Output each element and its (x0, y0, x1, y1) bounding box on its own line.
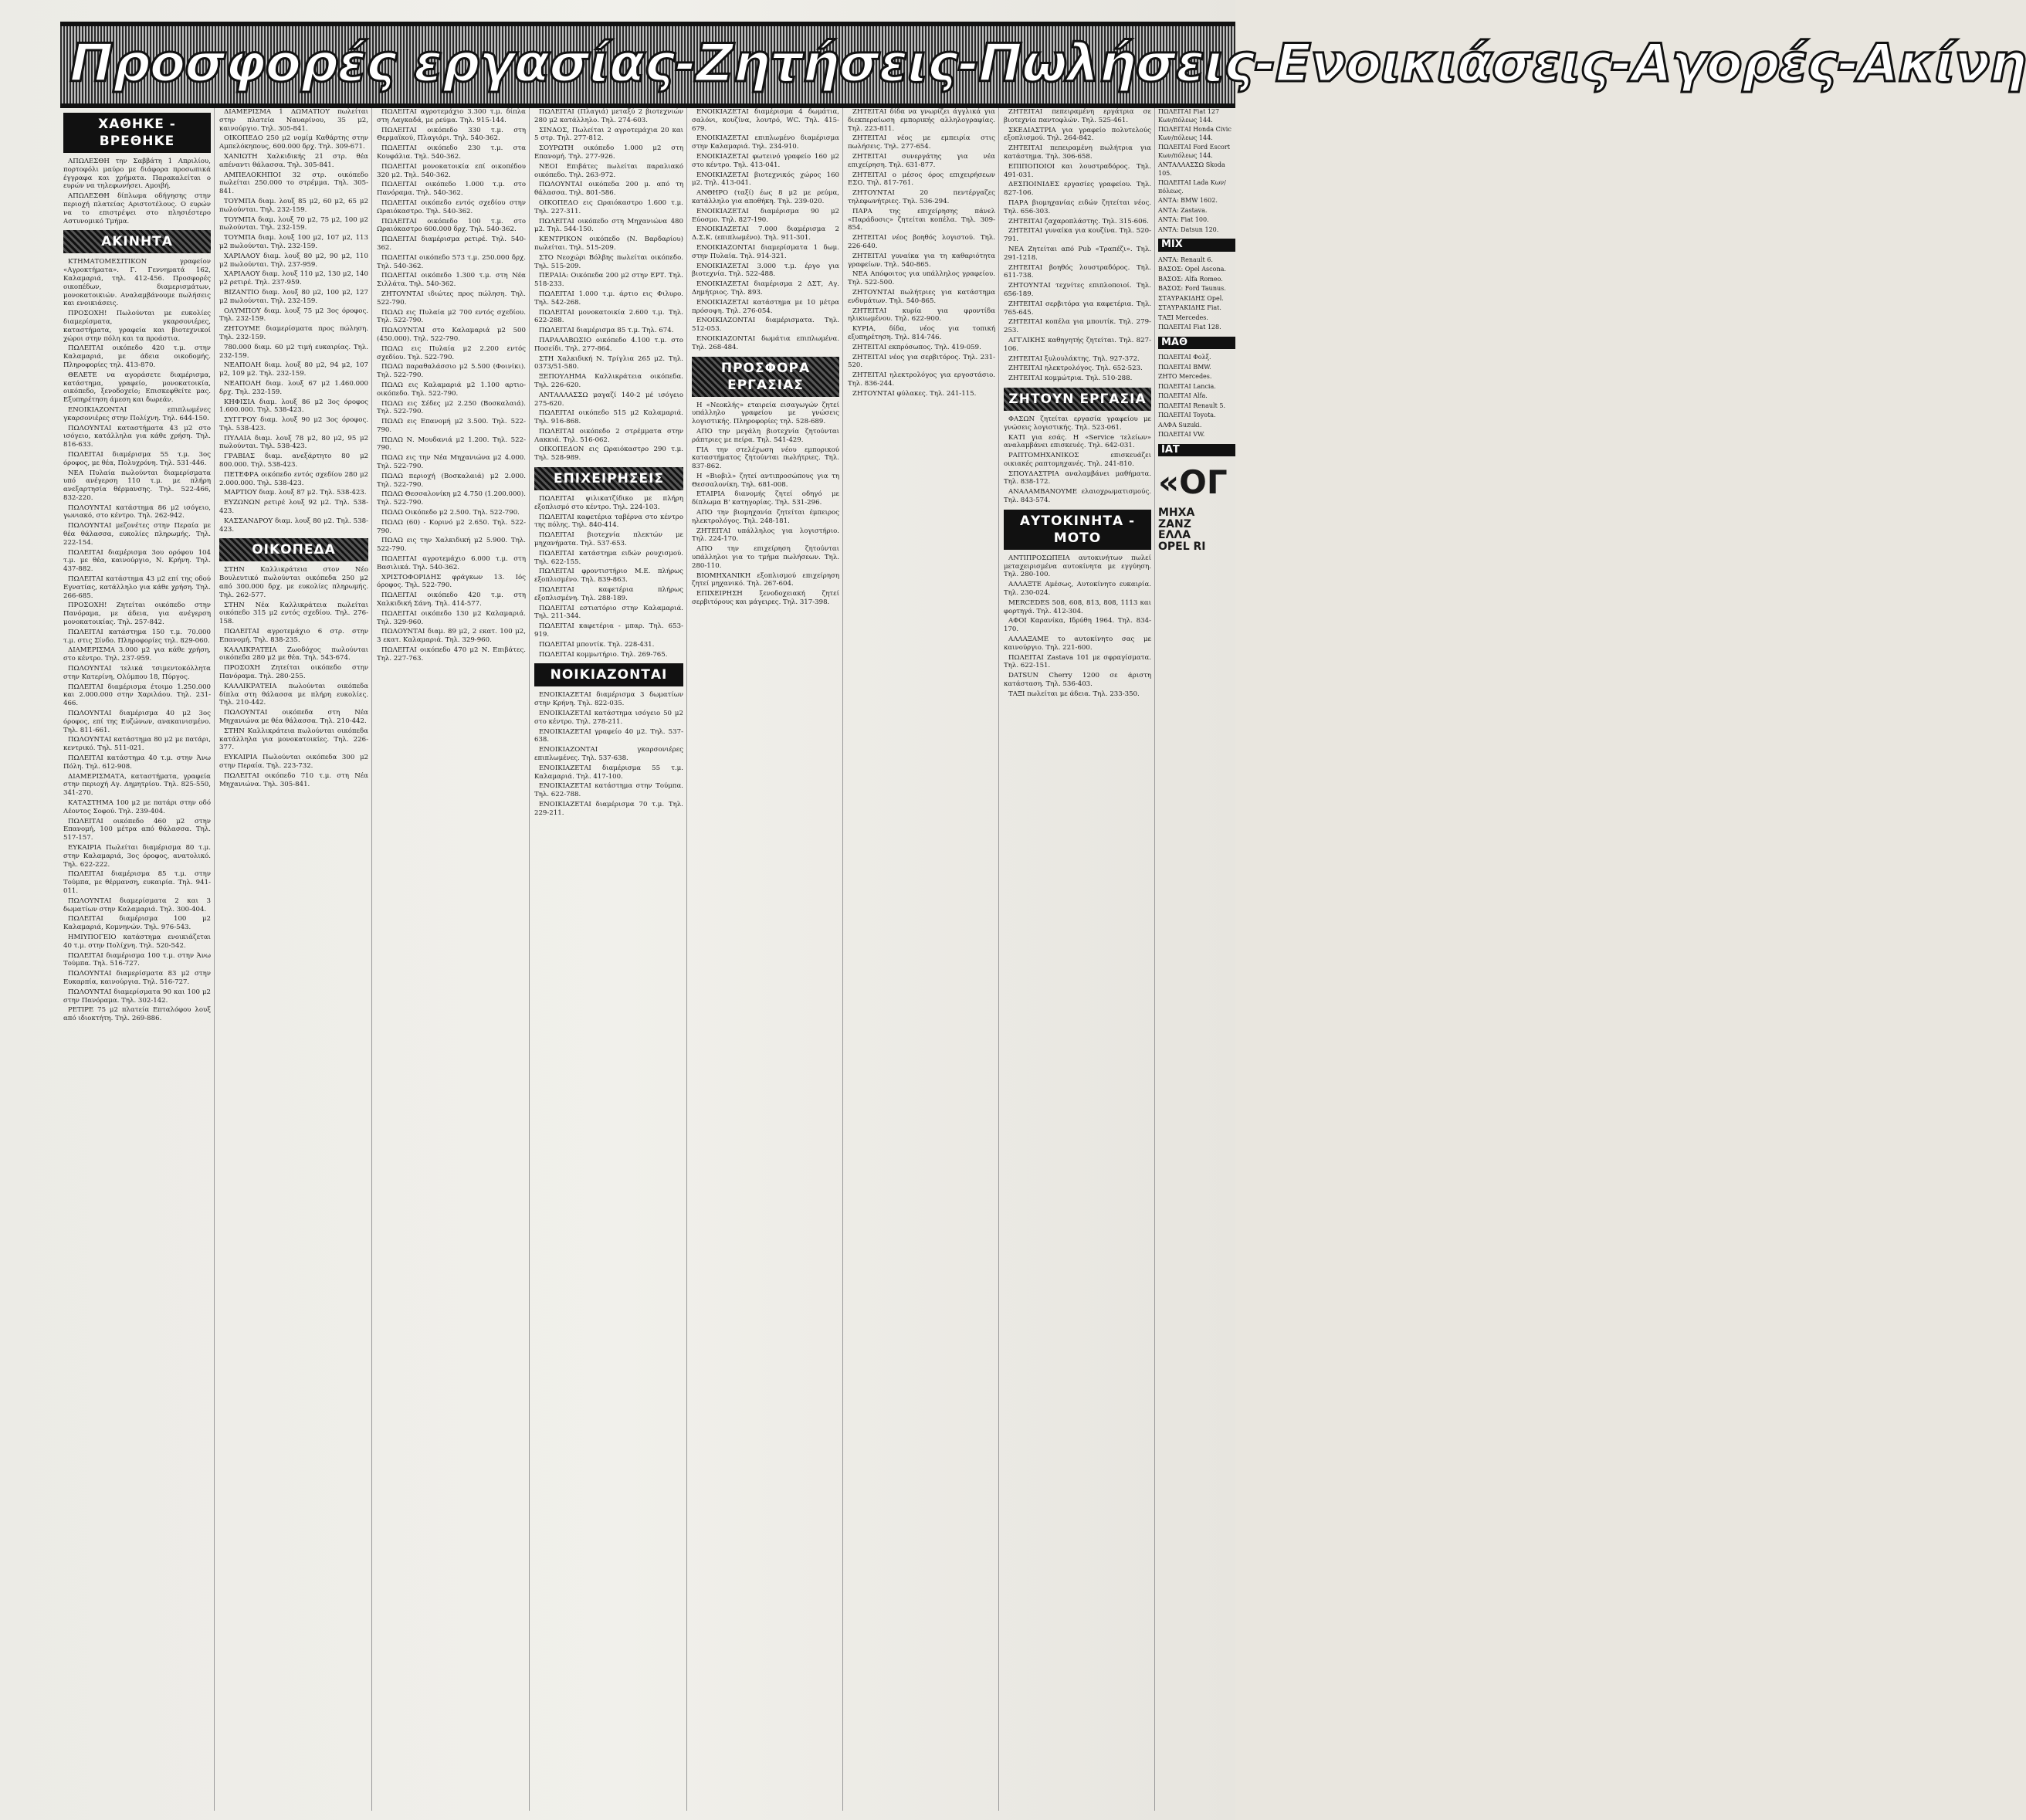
classified-ad: ΠΩΛΕΙΤΑΙ καφετέρια - μπαρ. Τηλ. 653-919. (534, 622, 683, 639)
classified-ad: ΟΙΚΟΠΕΔΟ εις Ωραιόκαστρο 1.600 τ.μ. Τηλ. 227-311. (534, 198, 683, 215)
classified-ad: ΠΩΛΩ εις Σέδες μ2 2.250 (Βοσκαλαιά). Τηλ. 522-790. (377, 399, 526, 416)
classified-ad: ΕΠΙΠΟΠΟΙΟΙ και λουστραδόρος. Τηλ. 491-031. (1004, 162, 1151, 179)
classified-ad: ΑΝΤΑ: Zastava. (1158, 206, 1208, 214)
classified-ad: ΑΦΟΙ Καρανίκα, Ιδρύθη 1964. Τηλ. 834-170. (1004, 617, 1151, 634)
classified-ad: ΕΠΙΧΕΙΡΗΣΗ ξενοδοχειακή ζητεί σερβιτόρους και μάγειρες. Τηλ. 317-398. (692, 590, 839, 607)
classified-ad: ΕΥΚΑΙΡΙΑ Πωλούνται οικόπεδα 300 μ2 στην Περαία. Τηλ. 223-732. (219, 754, 368, 770)
classified-ad: ΖΗΤΕΙΤΑΙ νέος για σερβιτόρος. Τηλ. 231-520. (848, 353, 995, 370)
classified-ad: ΖΗΤΕΙΤΑΙ συνεργάτης για νέα επιχείρηση. Τηλ. 631-877. (848, 152, 995, 169)
ad-column-4 (534, 108, 687, 1811)
classified-ad: ΠΩΛΕΙΤΑΙ οικόπεδο 230 τ.μ. στα Κουφάλια. Τηλ. 540-362. (377, 144, 526, 161)
classified-ad: ΣΥΓΓΡΟΥ διαμ. λουξ 90 μ2 3ος όροφος. Τηλ. 538-423. (219, 416, 368, 432)
classified-ad: ΠΩΛΕΙΤΑΙ μονοκατοικία 2.600 τ.μ. Τηλ. 622-288. (534, 308, 683, 325)
classified-ad: ΜΑΡΤΙΟΥ διαμ. λουξ 87 μ2. Τηλ. 538-423. (224, 489, 367, 497)
classified-ad: ΚΑΛΛΙΚΡΑΤΕΙΑ πωλούνται οικόπεδα δίπλα στη θάλασσα με πλήρη ευκολίες. Τηλ. 210-442. (219, 682, 368, 707)
classified-ad: ΠΩΛΩ εις την Χαλκιδική μ2 5.900. Τηλ. 522-790. (377, 537, 526, 554)
classified-ad: ΖΗΤΕΙΤΑΙ ηλεκτρολόγος για εργοστάσιο. Τηλ. 836-244. (848, 371, 995, 388)
classified-ad: ΤΟΥΜΠΑ διαμ. λουξ 85 μ2, 60 μ2, 65 μ2 πωλούνται. Τηλ. 232-159. (219, 197, 368, 214)
classified-ad: ΖΗΤΕΙΤΑΙ νέος με εμπειρία στις πωλήσεις. Τηλ. 277-654. (848, 134, 995, 151)
display-ad-text: OPEL RI (1158, 540, 1206, 553)
display-ad-text: ΜΗΧΑ (1158, 507, 1195, 519)
classified-ad: ΖΗΤΕΙΤΑΙ ο μέσος όρος επιχειρήσεων ΕΣΟ. Τηλ. 817-761. (848, 171, 995, 188)
ad-column-3 (377, 108, 530, 1811)
classified-ad: ΠΩΛΕΙΤΑΙ Φολξ. (1158, 354, 1211, 361)
classified-ad: ΠΩΛΕΙΤΑΙ οικόπεδο 573 τ.μ. 250.000 δρχ. Τηλ. 540-362. (377, 253, 526, 270)
classified-ad: ΠΩΛΩ παραθαλάσσιο μ2 5.500 (Φοινίκι). Τηλ. 522-790. (377, 363, 526, 380)
classified-ad: ΒΑΣΟΣ: Ford Taunus. (1158, 285, 1226, 292)
classified-ad: ΠΩΛΩ Ν. Μουδανιά μ2 1.200. Τηλ. 522-790. (377, 436, 526, 452)
classified-ad: ΕΝΟΙΚΙΑΖΟΝΤΑΙ δωμάτια επιπλωμένα. Τηλ. 268-484. (692, 334, 839, 351)
classified-ad: ΠΩΛΩ περιοχή (Βοσκαλαιά) μ2 2.000. Τηλ. 522-790. (377, 472, 526, 489)
classified-ad: ΕΝΟΙΚΙΑΖΕΤΑΙ κατάστημα στην Τούμπα. Τηλ. 622-788. (534, 782, 683, 799)
classified-ad: ΠΩΛΕΙΤΑΙ διαμέρισμα 3ου ορόφου 104 τ.μ. με θέα, καινούργιο, Ν. Κρήνη. Τηλ. 437-882. (63, 548, 211, 574)
classified-ad: ΠΡΟΣΟΧΗ! Πωλούνται με ευκολίες διαμερίσματα, γκαρσονιέρες, καταστήματα, γραφεία και βιοτεχνικοί χώροι στην πόλη και τα προάστια. (63, 310, 211, 343)
classified-ad: ΠΩΛΕΙΤΑΙ (Πλαγιά) μεταξύ 2 βιοτεχνιών 280 μ2 κατάλληλο. Τηλ. 274-603. (534, 108, 683, 124)
classified-ad: ΠΩΛΕΙΤΑΙ Fiat 127 Κων/πόλεως 144. (1158, 108, 1220, 124)
classified-ad: ΠΩΛΩ εις Πυλαία μ2 700 εντός σχεδίου. Τηλ. 522-790. (377, 308, 526, 325)
classified-ad: ΑΠΟ την βιομηχανία ζητείται έμπειρος ηλεκτρολόγος. Τηλ. 248-181. (692, 509, 839, 525)
ad-column-2 (219, 108, 372, 1811)
classified-ad: ΤΑΞΙ πωλείται με άδεια. Τηλ. 233-350. (1008, 690, 1140, 698)
classified-ad: ΠΥΛΑΙΑ διαμ. λουξ 78 μ2, 80 μ2, 95 μ2 πωλούνται. Τηλ. 538-423. (219, 434, 368, 451)
classified-ad: ΠΩΛΕΙΤΑΙ κατάστημα 150 τ.μ. 70.000 τ.μ. στις Σίνδο. Πληροφορίες τηλ. 829-060. (63, 628, 211, 645)
classified-ad: ΧΑΝΙΩΤΗ Χαλκιδικής 21 στρ. θέα απέναντι θάλασσα. Τηλ. 305-841. (219, 152, 368, 169)
classified-ad: ΠΩΛΕΙΤΑΙ οικόπεδο 2 στρέμματα στην Λακκιά. Τηλ. 516-062. (534, 427, 683, 444)
classified-ad: ΚΗΦΙΣΙΑ διαμ. λουξ 86 μ2 3ος όροφος 1.600.000. Τηλ. 538-423. (219, 398, 368, 415)
classified-ad: MERCEDES 508, 608, 813, 808, 1113 και φορτηγά. Τηλ. 412-304. (1004, 598, 1151, 615)
classified-ad: ΚΑΛΛΙΚΡΑΤΕΙΑ Ζωοδόχος πωλούνται οικόπεδα 280 μ2 με θέα. Τηλ. 543-674. (219, 646, 368, 663)
classified-ad: ΠΩΛΟΥΝΤΑΙ οικόπεδα 200 μ. από τη θάλασσα. Τηλ. 801-586. (534, 181, 683, 198)
classified-ad: ΣΤΗΝ Καλλικράτεια στον Νέο Βουλευτικό πωλούνται οικόπεδα 250 μ2 από 300.000 δρχ. με ευκολίες πληρωμής. Τηλ. 262-577. (219, 566, 368, 599)
classified-ad: ΠΩΛΕΙΤΑΙ κατάστημα 43 μ2 επί της οδού Εγνατίας, κατάλληλο για κάθε χρήση. Τηλ. 266-685. (63, 575, 211, 600)
classified-ad: ΠΩΛΕΙΤΑΙ διαμέρισμα 85 τ.μ. στην Τούμπα, με θέρμανση, ευκαιρία. Τηλ. 941-011. (63, 870, 211, 895)
classified-ad: ΠΩΛΕΙΤΑΙ οικόπεδο 420 τ.μ. στη Χαλκιδική Σάνη. Τηλ. 414-577. (377, 591, 526, 608)
classified-ad: ΧΑΡΙΛΑΟΥ διαμ. λουξ 110 μ2, 130 μ2, 140 μ2 ρετιρέ. Τηλ. 237-959. (219, 270, 368, 287)
classified-ad: ΖΗΤΕΙΤΑΙ ζαχαροπλάστης. Τηλ. 315-606. (1008, 217, 1149, 225)
masthead-banner (60, 22, 2026, 108)
classified-ad: ΠΩΛΕΙΤΑΙ αγροτεμάχιο 3.300 τ.μ. δίπλα στη Λαγκαδά, με ρεύμα. Τηλ. 915-144. (377, 108, 526, 124)
classified-ad: ΠΩΛΟΥΝΤΑΙ διαμ. 89 μ2, 2 εκατ. 100 μ2, 3 εκατ. Καλαμαριά. Τηλ. 329-960. (377, 628, 526, 645)
section-heading: ΑΚΙΝΗΤΑ (63, 230, 211, 253)
classified-ad: ΖΗΤΕΙΤΑΙ νέος βοηθός λογιστού. Τηλ. 226-640. (848, 234, 995, 250)
classified-ad: ΣΚΕΔΙΑΣΤΡΙΑ για γραφείο πολυτελούς εξοπλισμού. Τηλ. 264-842. (1004, 126, 1151, 143)
classified-ad: ΔΙΑΜΕΡΙΣΜΑΤΑ, καταστήματα, γραφεία στην περιοχή Αγ. Δημητρίου. Τηλ. 825-550, 341-270. (63, 772, 211, 798)
classified-ad: ΤΟΥΜΠΑ διαμ. λουξ 100 μ2, 107 μ2, 113 μ2 πωλούνται. Τηλ. 232-159. (219, 234, 368, 250)
classified-ad: ΣΟΥΡΩΤΗ οικόπεδο 1.000 μ2 στη Επανομή. Τηλ. 277-926. (534, 144, 683, 161)
classified-ad: ΠΩΛΕΙΤΑΙ αγροτεμάχιο 6.000 τ.μ. στη Βασιλικά. Τηλ. 540-362. (377, 555, 526, 571)
classified-ad: ΠΩΛΕΙΤΑΙ μπουτίκ. Τηλ. 228-431. (539, 640, 655, 649)
classified-ad: ΝΕΑ Απόφοιτος για υπάλληλος γραφείου. Τηλ. 522-500. (848, 270, 995, 287)
classified-ad: ΠΕΡΑΙΑ: Οικόπεδα 200 μ2 στην ΕΡΤ. Τηλ. 518-233. (534, 272, 683, 289)
classified-ad: ΣΙΝΔΟΣ, Πωλείται 2 αγροτεμάχια 20 και 5 στρ. Τηλ. 277-812. (534, 126, 683, 143)
classified-ad: ΑΝΑΛΑΜΒΑΝΟΥΜΕ ελαιοχρωματισμούς. Τηλ. 843-574. (1004, 488, 1151, 505)
classified-ad: ΡΑΠΤΟΜΗΧΑΝΙΚΟΣ επισκευάζει οικιακές ραπτομηχανές. Τηλ. 241-810. (1004, 452, 1151, 468)
classified-ad: ΠΩΛΕΙΤΑΙ οικόπεδο 1.000 τ.μ. στο Πανόραμα. Τηλ. 540-362. (377, 181, 526, 198)
classified-ad: ΠΩΛΕΙΤΑΙ εστιατόριο στην Καλαμαριά. Τηλ. 211-344. (534, 604, 683, 621)
classified-ad: 780.000 διαμ. 60 μ2 τιμή ευκαιρίας. Τηλ. 232-159. (219, 343, 368, 360)
classified-ad: ΠΩΛΟΥΝΤΑΙ κατάστημα 86 μ2 ισόγειο, γωνιακό, στο κέντρο. Τηλ. 262-942. (63, 503, 211, 520)
classified-ad: ΠΩΛΕΙΤΑΙ Fiat 128. (1158, 324, 1221, 330)
classified-ad: ΑΝΤΙΠΡΟΣΩΠΕΙΑ αυτοκινήτων πωλεί μεταχειρισμένα αυτοκίνητα με εγγύηση. Τηλ. 280-100. (1004, 554, 1151, 579)
classified-ad: ΚΕΝΤΡΙΚΟΝ οικόπεδο (Ν. Βαρδαρίου) πωλείται. Τηλ. 515-209. (534, 236, 683, 252)
classified-ad: Η «Βιοβιλ» ζητεί αντιπροσώπους για τη Θεσσαλονίκη. Τηλ. 681-008. (692, 472, 839, 489)
classified-ad: ΠΩΛΕΙΤΑΙ Toyota. (1158, 412, 1216, 419)
ad-column-6 (848, 108, 999, 1811)
classified-ad: ΖΗΤΟ Mercedes. (1158, 373, 1212, 380)
classified-ad: ΠΩΛΟΥΝΤΑΙ κατάστημα 80 μ2 με πατάρι, κεντρικό. Τηλ. 511-021. (63, 736, 211, 753)
classified-ad: ΠΩΛΕΙΤΑΙ Zastava 101 με σφραγίσματα. Τηλ. 622-151. (1004, 653, 1151, 670)
classified-ad: ΚΑΣΣΑΝΔΡΟΥ διαμ. λουξ 80 μ2. Τηλ. 538-423. (219, 517, 368, 534)
classified-ad: ΠΩΛΟΥΝΤΑΙ διαμέρισμα 40 μ2 3ος όροφος, επί της Ευζώνων, ανακαινισμένο. Τηλ. 811-661. (63, 710, 211, 734)
classified-ad: ΑΝΤΑ: Fiat 100. (1158, 216, 1209, 223)
section-heading: ΧΑΘΗΚΕ - ΒΡΕΘΗΚΕ (63, 113, 211, 153)
classified-ad: ΑΠΟ την επιχείρηση ζητούνται υπάλληλοι για το τμήμα πωλήσεων. Τηλ. 280-110. (692, 545, 839, 570)
classified-ad: ΠΩΛΕΙΤΑΙ διαμέρισμα 100 τ.μ. στην Άνω Τούμπα. Τηλ. 516-727. (63, 951, 211, 968)
classified-ad: ΕΝΟΙΚΙΑΖΟΝΤΑΙ επιπλωμένες γκαρσονιέρες στην Πολίχνη. Τηλ. 644-150. (63, 405, 211, 422)
classified-ad: ΣΤΑΥΡΑΚΙΔΗΣ Fiat. (1158, 304, 1221, 311)
classified-ad: ΠΩΛΩ Θεσσαλονίκη μ2 4.750 (1.200.000). Τηλ. 522-790. (377, 490, 526, 507)
classified-ad: ΠΩΛΕΙΤΑΙ Lada Κων/πόλεως. (1158, 179, 1226, 195)
section-heading: ΟΙΚΟΠΕΔΑ (219, 538, 368, 561)
classified-ad: ΕΥΖΩΝΩΝ ρετιρέ λουξ 92 μ2. Τηλ. 538-423. (219, 499, 368, 516)
classified-ad: ΠΩΛΟΥΝΤΑΙ τελικά τσιμεντοκόλλητα στην Κατερίνη, Ολύμπου 18, Πύργος. (63, 665, 211, 681)
classified-ad: ΖΗΤΟΥΝΤΑΙ φύλακες. Τηλ. 241-115. (852, 389, 977, 398)
classified-ad: ΕΝΟΙΚΙΑΖΕΤΑΙ διαμέρισμα 70 τ.μ. Τηλ. 229-211. (534, 800, 683, 817)
classified-ad: ΖΗΤΕΙΤΑΙ πεπειραμένη πωλήτρια για κατάστημα. Τηλ. 306-658. (1004, 144, 1151, 161)
masthead-title: Προσφορές εργασίας-Ζητήσεις-Πωλήσεις-Ενοικιάσεις-Αγορές-Ακίνη (69, 33, 2026, 94)
classified-ad: ΠΩΛΟΥΝΤΑΙ διαμερίσματα 2 και 3 δωματίων στην Καλαμαριά. Τηλ. 300-404. (63, 896, 211, 913)
classified-ad: ΖΗΤΕΙΤΑΙ βοηθός λουστραδόρος. Τηλ. 611-738. (1004, 263, 1151, 280)
classified-ad: ΠΩΛΕΙΤΑΙ καφετέρια ταβέρνα στο κέντρο της πόλης. Τηλ. 840-414. (534, 513, 683, 530)
classified-ad: ΟΙΚΟΠΕΔΟ 250 μ2 νομίμ Καθάρτης στην Αμπελόκηπους, 600.000 δρχ. Τηλ. 309-671. (219, 134, 368, 151)
classified-ad: ΠΩΛΕΙΤΑΙ Lancia. (1158, 382, 1216, 390)
classified-ad: ΝΕΑΠΟΛΗ διαμ. λουξ 67 μ2 1.460.000 δρχ. Τηλ. 232-159. (219, 379, 368, 396)
display-ad-text: ZANZ (1158, 517, 1191, 530)
classified-ad: ΔΙΑΜΕΡΙΣΜΑ 1 ΔΩΜΑΤΙΟΥ πωλείται στην πλατεία Ναυαρίνου, 35 μ2, καινούργιο. Τηλ. 305-841. (219, 108, 368, 133)
classified-ad: ΝΕΑΠΟΛΗ διαμ. λουξ 80 μ2, 94 μ2, 107 μ2, 109 μ2. Τηλ. 232-159. (219, 361, 368, 378)
classified-ad: ΝΕΟΙ Επιβάτες πωλείται παραλιακό οικόπεδο. Τηλ. 263-972. (534, 162, 683, 179)
classified-ad: ΠΩΛΕΙΤΑΙ οικόπεδο 710 τ.μ. στη Νέα Μηχανιώνα. Τηλ. 305-841. (219, 771, 368, 788)
classified-ad: ΠΩΛΕΙΤΑΙ BMW. (1158, 363, 1211, 371)
classified-ad: ΕΝΟΙΚΙΑΖΕΤΑΙ 3.000 τ.μ. έργο για βιοτεχνία. Τηλ. 522-488. (692, 262, 839, 279)
classified-ad: ΕΝΟΙΚΙΑΖΕΤΑΙ διαμέρισμα 3 δωματίων στην Κρήνη. Τηλ. 822-035. (534, 691, 683, 708)
classified-ad: ΖΗΤΕΙΤΑΙ γυναίκα για κουζίνα. Τηλ. 520-791. (1004, 227, 1151, 244)
classified-ad: ΠΩΛΩ εις την Νέα Μηχανιώνα μ2 4.000. Τηλ. 522-790. (377, 454, 526, 471)
classified-ad: ΠΑΡΑ βιομηχανίας ειδών ζητείται νέος. Τηλ. 656-303. (1004, 198, 1151, 215)
classified-ad: ΠΩΛΕΙΤΑΙ Alfa. (1158, 392, 1208, 399)
classified-ad: ΠΕΤΕΦΡΑ οικόπεδο εντός σχεδίου 280 μ2 2.000.000. Τηλ. 538-423. (219, 470, 368, 487)
section-heading: ΑΥΤΟΚΙΝΗΤΑ - ΜΟΤΟ (1004, 510, 1151, 550)
classified-ad: ΖΗΤΟΥΝΤΑΙ ιδιώτες προς πώληση. Τηλ. 522-790. (377, 290, 526, 307)
classified-ad: ΕΝΟΙΚΙΑΖΕΤΑΙ κατάστημα ισόγειο 50 μ2 στο κέντρο. Τηλ. 278-211. (534, 710, 683, 726)
classified-ad: ΠΩΛΕΙΤΑΙ οικόπεδο 515 μ2 Καλαμαριά. Τηλ. 916-868. (534, 409, 683, 426)
classified-ad: ΖΗΤΕΙΤΑΙ κυρία για φροντίδα ηλικιωμένου. Τηλ. 622-900. (848, 307, 995, 324)
classified-ad: ΠΩΛΟΥΝΤΑΙ μεζονέτες στην Περαία με θέα θάλασσα, ευκολίες πληρωμής. Τηλ. 222-154. (63, 522, 211, 547)
classified-ad: ΠΩΛΕΙΤΑΙ Renault 5. (1158, 402, 1225, 409)
classified-ad: ΔΕΣΠΟΙΝΙΔΕΣ εργασίες γραφείου. Τηλ. 827-106. (1004, 181, 1151, 198)
classified-ad: ΔΙΑΜΕΡΙΣΜΑ 3.000 μ2 για κάθε χρήση, στο κέντρο. Τηλ. 237-959. (63, 646, 211, 663)
classified-ad: Η «Νεοκλής» εταιρεία εισαγωγών ζητεί υπάλληλο γραφείου με γνώσεις λογιστικής. Πληροφορίες τηλ. 528-689. (692, 401, 839, 426)
classified-ad: ΑΛΛΑΞΤΕ Αμέσως, Αυτοκίνητο ευκαιρία. Τηλ. 230-024. (1004, 581, 1151, 598)
classified-ad: ΑΝΤΑΛΛΑΣΣΩ Skoda 105. (1158, 161, 1225, 177)
classified-ad: ΕΤΑΙΡΙΑ διανομής ζητεί οδηγό με δίπλωμα Β' κατηγορίας. Τηλ. 531-296. (692, 490, 839, 507)
classified-ad: ΠΩΛΕΙΤΑΙ κομμωτήριο. Τηλ. 269-765. (539, 650, 668, 659)
display-ad-text: ΕΛΛΑ (1158, 529, 1191, 541)
section-heading: ΠΡΟΣΦΟΡΑ ΕΡΓΑΣΙΑΣ (692, 357, 839, 397)
classified-ad: ΕΝΟΙΚΙΑΖΕΤΑΙ διαμέρισμα 4 δωμάτια, σαλόνι, κουζίνα, λουτρό, WC. Τηλ. 415-679. (692, 108, 839, 133)
display-ad-headline: «ΟΓ (1158, 463, 1228, 501)
classified-ad: ΑΝΤΑ: Datsun 120. (1158, 225, 1219, 233)
classified-ad: ΒΑΣΟΣ: Alfa Romeo. (1158, 275, 1223, 283)
classified-ad: ΠΩΛΕΙΤΑΙ καφετέρια πλήρως εξοπλισμένη. Τηλ. 288-189. (534, 586, 683, 602)
classified-ad: ΠΩΛΕΙΤΑΙ οικόπεδο 470 μ2 Ν. Επιβάτες. Τηλ. 227-763. (377, 646, 526, 663)
classified-ad: ΕΝΟΙΚΙΑΖΟΝΤΑΙ γκαρσονιέρες επιπλωμένες. Τηλ. 537-638. (534, 746, 683, 762)
classified-ad: ΖΗΤΕΙΤΑΙ σερβιτόρα για καφετέρια. Τηλ. 765-645. (1004, 300, 1151, 317)
classified-ad: ΖΗΤΕΙΤΑΙ δίδα να γνωρίζει άγγλικά για διεκπεραίωση εμπορικής αλληλογραφίας. Τηλ. 223-811. (848, 108, 995, 133)
classified-ad: ΑΠΩΛΕΣΘΗ την Σαββάτη 1 Απριλίου, πορτοφόλι μαύρο με διάφορα προσωπικά έγγραφα και χρήματα. Παρακαλείται ο ευρών να τηλεφωνήσει. Αμοιβή. (63, 158, 211, 191)
classified-ad: ΒΙΖΑΝΤΙΟ διαμ. λουξ 80 μ2, 100 μ2, 127 μ2 πωλούνται. Τηλ. 232-159. (219, 288, 368, 305)
classified-ad: ΕΝΟΙΚΙΑΖΟΝΤΑΙ διαμέρισματα. Τηλ. 512-053. (692, 317, 839, 334)
classified-ad: ΠΩΛΕΙΤΑΙ βιοτεχνία πλεκτών με μηχανήματα. Τηλ. 537-653. (534, 531, 683, 548)
classified-ad: ΠΩΛΟΥΝΤΑΙ διαμερίσματα 83 μ2 στην Ευκαρπία, καινούργια. Τηλ. 516-727. (63, 970, 211, 986)
classified-ad: ΕΝΟΙΚΙΑΖΕΤΑΙ κατάστημα με 10 μέτρα πρόσοψη. Τηλ. 276-054. (692, 298, 839, 315)
classified-ad: ΠΩΛΕΙΤΑΙ διαμέρισμα 100 μ2 Καλαμαριά, Κομνηνών. Τηλ. 976-543. (63, 915, 211, 932)
classified-ad: ΖΗΤΕΙΤΑΙ ξυλουλάκτης. Τηλ. 927-372. (1008, 354, 1140, 363)
classified-ad: ΖΗΤΕΙΤΑΙ κομμώτρια. Τηλ. 510-288. (1008, 375, 1133, 383)
classified-ad: ΕΝΟΙΚΙΑΖΕΤΑΙ διαμέρισμα 2 ΔΣΤ, Αγ. Δημήτριος. Τηλ. 893. (692, 280, 839, 297)
classified-ad: ΠΩΛΕΙΤΑΙ οικόπεδο 420 τ.μ. στην Καλαμαριά, με άδεια οικοδομής. Πληροφορίες τηλ. 413-870. (63, 344, 211, 369)
classified-ad: ΖΗΤΕΙΤΑΙ γυναίκα για τη καθαριότητα γραφείων. Τηλ. 540-865. (848, 252, 995, 269)
classified-ad: ΑΝΤΑ: BMW 1602. (1158, 197, 1218, 204)
classified-ad: ΤΑΞΙ Mercedes. (1158, 314, 1208, 321)
classified-ad: ΕΝΟΙΚΙΑΖΕΤΑΙ επιπλωμένο διαμέρισμα στην Καλαμαριά. Τηλ. 234-910. (692, 134, 839, 151)
classified-ad: ΝΕΑ Πυλαία πωλούνται διαμερίσματα υπό ανέγερση 110 τ.μ. με πλήρη ανεξαρτησία θέρμανσης. Τηλ. 522-466, 832-220. (63, 469, 211, 502)
classified-ad: ΞΕΠΟΥΛΗΜΑ Καλλικράτεια οικόπεδα. Τηλ. 226-620. (534, 373, 683, 389)
classified-ad: ΣΤΟ Νεοχώρι Βόλβης πωλείται οικόπεδο. Τηλ. 515-209. (534, 253, 683, 270)
classified-ad: ΖΗΤΕΙΤΑΙ ηλεκτρολόγος. Τηλ. 652-523. (1008, 364, 1143, 373)
classified-ad: ΖΗΤΕΙΤΑΙ πεπειραμένη εργάτρια σε βιοτεχνία παντοφλών. Τηλ. 525-461. (1004, 108, 1151, 124)
classified-ad: ΣΤΑΥΡΑΚΙΔΗΣ Opel. (1158, 294, 1224, 302)
classified-ad: ΣΤΗΝ Καλλικράτεια πωλούνται οικόπεδα κατάλληλα για μονοκατοικίες. Τηλ. 226-377. (219, 727, 368, 752)
classified-ad: ΖΗΤΟΥΜΕ διαμερίσματα προς πώληση. Τηλ. 232-159. (219, 325, 368, 341)
classified-ad: ΕΥΚΑΙΡΙΑ Πωλείται διαμέρισμα 80 τ.μ. στην Καλαμαριά, 3ος όροφος, ανατολικό. Τηλ. 622-222. (63, 843, 211, 869)
classified-ad: ΠΩΛΩ εις Πυλαία μ2 2.200 εντός σχεδίου. Τηλ. 522-790. (377, 344, 526, 361)
section-heading: ΖΗΤΟΥΝ ΕΡΓΑΣΙΑ (1004, 388, 1151, 411)
classified-ad: ΑΝΤΑΛΛΑΣΣΩ μαγαζί 140-2 μέ ισόγειο 275-620. (534, 391, 683, 408)
classified-ad: ΣΤΗ Χαλκιδική Ν. Τρίγλια 265 μ2. Τηλ. 0373/51-580. (534, 354, 683, 371)
classified-ad: ΧΡΙΣΤΟΦΟΡΙΔΗΣ φράγκων 13. Ιός όροφος. Τηλ. 522-790. (377, 573, 526, 590)
classified-ad: ΠΩΛΕΙΤΑΙ οικόπεδο εντός σχεδίου στην Ωραιόκαστρο. Τηλ. 540-362. (377, 198, 526, 215)
classified-ad: ΝΕΑ Ζητείται από Pub «Τραπέζι». Τηλ. 291-1218. (1004, 245, 1151, 262)
classified-ad: ΕΝΟΙΚΙΑΖΕΤΑΙ διαμέρισμα 90 μ2 Εύοσμο. Τηλ. 827-190. (692, 207, 839, 224)
classified-ad: ΑΝΘΗΡΟ (ταξί) έως 8 μ2 με ρεύμα, κατάλληλο για αποθήκη. Τηλ. 239-020. (692, 189, 839, 205)
classified-ad: ΠΩΛΕΙΤΑΙ οικόπεδο 100 τ.μ. στο Ωραιόκαστρο 600.000 δρχ. Τηλ. 540-362. (377, 217, 526, 234)
classified-ad: ΠΡΟΣΟΧΗ! Ζητείται οικόπεδο στην Πανόραμα, με άδεια, για ανέγερση μονοκατοικίας. Τηλ. 257-842. (63, 602, 211, 627)
classified-ad: ΕΝΟΙΚΙΑΖΟΝΤΑΙ διαμερίσματα 1 δωμ. στην Πυλαία. Τηλ. 914-321. (692, 243, 839, 260)
classified-ad: ΚΑΤΙ για εσάς. Η «Service τελείων» αναλαμβάνει επισκευές. Τηλ. 642-031. (1004, 433, 1151, 450)
section-heading: ΜΙΧ (1158, 239, 1235, 252)
classified-ad: ΠΩΛΩ Οικόπεδο μ2 2.500. Τηλ. 522-790. (381, 509, 520, 517)
classified-ad: ΠΑΡΑΛΑΒΩΣΙΟ οικόπεδο 4.100 τ.μ. στο Ποσείδι. Τηλ. 277-864. (534, 336, 683, 353)
classified-ad: ΑΜΠΕΛΟΚΗΠΟΙ 32 στρ. οικόπεδο πωλείται 250.000 το στρέμμα. Τηλ. 305-841. (219, 171, 368, 196)
section-heading: ΜΑΘ (1158, 337, 1235, 350)
classified-ad: ΖΗΤΟΥΝΤΑΙ τεχνίτες επιπλοποιοί. Τηλ. 656-189. (1004, 282, 1151, 298)
classified-ad: ΠΩΛΕΙΤΑΙ οικόπεδο 460 μ2 στην Επανομή, 100 μέτρα από θάλασσα. Τηλ. 517-157. (63, 817, 211, 842)
classified-ad: ΦΑΣΩΝ ζητείται εργασία γραφείου με γνώσεις λογιστικής. Τηλ. 523-061. (1004, 415, 1151, 432)
classified-ad: ΠΩΛΕΙΤΑΙ οικόπεδο στη Μηχανιώνα 480 μ2. Τηλ. 544-150. (534, 217, 683, 234)
classified-ad: ΧΑΡΙΛΑΟΥ διαμ. λουξ 80 μ2, 90 μ2, 110 μ2 πωλούνται. Τηλ. 237-959. (219, 252, 368, 269)
classified-ad: ΖΗΤΕΙΤΑΙ υπάλληλος για λογιστήριο. Τηλ. 224-170. (692, 527, 839, 544)
classified-ad: ΠΩΛΕΙΤΑΙ ψιλικατζίδικο με πλήρη εξοπλισμό στο κέντρο. Τηλ. 224-103. (534, 495, 683, 511)
classified-ad: ΑΝΤΑ: Renault 6. (1158, 256, 1213, 263)
classified-ad: ΠΩΛΕΙΤΑΙ αγροτεμάχιο 6 στρ. στην Επανομή. Τηλ. 838-235. (219, 628, 368, 644)
classified-ad: ΑΛΛΑΞΑΜΕ το αυτοκίνητο σας με καινούργιο. Τηλ. 221-600. (1004, 635, 1151, 652)
classified-ad: ΑΠΩΛΕΣΘΗ δίπλωμα οδήγησης στην περιοχή πλατείας Αριστοτέλους. Ο ευρών να το επιστρέψει στο πλησιέστερο Αστυνομικό Τμήμα. (63, 192, 211, 225)
ad-column-5 (692, 108, 843, 1811)
classified-ad: ΠΩΛΕΙΤΑΙ διαμέρισμα 55 τ.μ. 3ος όροφος, με θέα, Πολυχρόνη. Τηλ. 531-446. (63, 450, 211, 467)
classified-ad: ΡΕΤΙΡΕ 75 μ2 πλατεία Επταλόφου λουξ από ιδιοκτήτη. Τηλ. 269-886. (63, 1006, 211, 1023)
classified-ad: ΚΥΡΙΑ, δίδα, νέος για τοπική εξυπηρέτηση. Τηλ. 814-746. (848, 325, 995, 341)
classified-ad: ΠΩΛΕΙΤΑΙ οικόπεδο 330 τ.μ. στη Θερμαϊκού, Πλαγιάρι. Τηλ. 540-362. (377, 126, 526, 143)
classified-ad: ΚΤΗΜΑΤΟΜΕΣΙΤΙΚΟΝ γραφείον «Αγροκτήματα». Γ. Γεννηματά 162, Καλαμαριά, τηλ. 412-456. Προσφορές οικοπέδων, διαμερισμάτων, μονοκατοικιών. Αναλαμβάνουμε πωλήσεις και ενοικιάσεις. (63, 258, 211, 308)
classified-ad: ΘΕΛΕΤΕ να αγοράσετε διαμέρισμα, κατάστημα, γραφείο, μονοκατοικία, οικόπεδο, ξενοδοχείο; Επισκεφθείτε μας. Εξυπηρέτηση άμεση και δωρεάν. (63, 371, 211, 405)
classified-ad: ΓΡΑΒΙΑΣ διαμ. ανεξάρτητο 80 μ2 800.000. Τηλ. 538-423. (219, 452, 368, 469)
classified-ad: ΠΩΛΕΙΤΑΙ VW. (1158, 431, 1205, 438)
classified-ad: ΖΗΤΕΙΤΑΙ εκπρόσωπος. Τηλ. 419-059. (852, 343, 981, 351)
classified-ad: ΠΩΛΕΙΤΑΙ διαμέρισμα 85 τ.μ. Τηλ. 674. (539, 327, 674, 335)
classified-ad: ΠΩΛΕΙΤΑΙ μονοκατοικία επί οικοπέδου 320 μ2. Τηλ. 540-362. (377, 162, 526, 179)
classified-ad: ΑΓΓΛΙΚΗΣ καθηγητής ζητείται. Τηλ. 827-106. (1004, 336, 1151, 353)
classified-ad: ΠΩΛΕΙΤΑΙ Honda Civic Κων/πόλεως 144. (1158, 126, 1232, 141)
classified-ad: ΕΝΟΙΚΙΑΖΕΤΑΙ γραφείο 40 μ2. Τηλ. 537-638. (534, 727, 683, 744)
ad-column-7 (1004, 108, 1155, 1811)
classified-ad: ΠΡΟΣΟΧΗ Ζητείται οικόπεδο στην Πανόραμα. Τηλ. 280-255. (219, 664, 368, 681)
classified-ad: ΗΜΙΥΠΟΓΕΙΟ κατάστημα ενοικιάζεται 40 τ.μ. στην Πολίχνη. Τηλ. 520-542. (63, 933, 211, 950)
classified-ad: ΠΩΛΩ (60) - Κορινό μ2 2.650. Τηλ. 522-790. (377, 518, 526, 535)
classified-ad: ΠΩΛΕΙΤΑΙ διαμέρισμα ρετιρέ. Τηλ. 540-362. (377, 236, 526, 252)
section-heading: ΝΟΙΚΙΑΖΟΝΤΑΙ (534, 663, 683, 686)
right-edge-column (1158, 108, 1235, 1820)
classified-ad: ΖΗΤΟΥΝΤΑΙ πωλήτριες για κατάστημα ενδυμάτων. Τηλ. 540-865. (848, 288, 995, 305)
ad-column-1 (63, 108, 215, 1811)
section-heading: ΕΠΙΧΕΙΡΗΣΕΙΣ (534, 467, 683, 490)
classified-ad: ΠΩΛΕΙΤΑΙ κατάστημα ειδών ρουχισμού. Τηλ. 622-155. (534, 549, 683, 566)
classified-ad: ΒΙΟΜΗΧΑΝΙΚΗ εξοπλισμού επιχείρηση ζητεί μηχανικό. Τηλ. 267-604. (692, 571, 839, 588)
classified-ad: ΕΝΟΙΚΙΑΖΕΤΑΙ 7.000 διαμέρισμα 2 Δ.Σ.Κ. (επιπλωμένο). Τηλ. 911-301. (692, 225, 839, 242)
classified-ad: ΠΩΛΕΙΤΑΙ διαμέρισμα έτοιμο 1.250.000 και 2.000.000 στην Χαριλάου. Τηλ. 231-466. (63, 683, 211, 708)
classified-ad: ΣΠΟΥΔΑΣΤΡΙΑ αναλαμβάνει μαθήματα. Τηλ. 838-172. (1004, 469, 1151, 486)
classified-ad: ΠΩΛΟΥΝΤΑΙ καταστήματα 43 μ2 στο ισόγειο, κατάλληλα για κάθε χρήση. Τηλ. 816-633. (63, 424, 211, 449)
classified-ad: ΕΝΟΙΚΙΑΖΕΤΑΙ διαμέρισμα 55 τ.μ. Καλαμαριά. Τηλ. 417-100. (534, 764, 683, 781)
classified-ad: ΠΩΛΟΥΝΤΑΙ διαμερίσματα 90 και 100 μ2 στην Πανόραμα. Τηλ. 302-142. (63, 988, 211, 1005)
classified-ad: ΤΟΥΜΠΑ διαμ. λουξ 70 μ2, 75 μ2, 100 μ2 πωλούνται. Τηλ. 232-159. (219, 215, 368, 232)
classified-ad: ΠΩΛΟΥΝΤΑΙ οικόπεδα στη Νέα Μηχανιώνα με θέα θάλασσα. Τηλ. 210-442. (219, 709, 368, 725)
classified-ad: ΑΛΦΑ Suzuki. (1158, 421, 1202, 429)
classified-ad: ΠΑΡΑ της επιχείρησης πάνελ «Παράδοσις» ζητείται κοπέλα. Τηλ. 309-854. (848, 207, 995, 232)
classified-ad: ΟΙΚΟΠΕΔΟΝ εις Ωραιόκαστρο 290 τ.μ. Τηλ. 528-989. (534, 446, 683, 463)
classified-ad: ΠΩΛΕΙΤΑΙ 1.000 τ.μ. άρτιο εις Φιλυρο. Τηλ. 542-268. (534, 290, 683, 307)
classified-ad: ΟΛΥΜΠΟΥ διαμ. λουξ 75 μ2 3ος όροφος. Τηλ. 232-159. (219, 307, 368, 324)
classified-ad: ΠΩΛΕΙΤΑΙ κατάστημα 40 τ.μ. στην Άνω Πόλη. Τηλ. 612-908. (63, 754, 211, 771)
section-heading: ΙΑΤ (1158, 444, 1235, 457)
classified-ad: ΠΩΛΕΙΤΑΙ οικόπεδο 130 μ2 Καλαμαριά. Τηλ. 329-960. (377, 609, 526, 626)
classified-ad: ΒΑΣΟΣ: Opel Ascona. (1158, 266, 1226, 273)
classified-ad: ΠΩΛΕΙΤΑΙ οικόπεδο 1.300 τ.μ. στη Νέα Σιλλάτα. Τηλ. 540-362. (377, 272, 526, 289)
classified-ad: ΚΑΤΑΣΤΗΜΑ 100 μ2 με πατάρι στην οδό Λέοντος Σοφού. Τηλ. 239-404. (63, 798, 211, 815)
classified-ad: ΑΠΟ την μεγάλη βιοτεχνία ζητούνται ράπτριες με πείρα. Τηλ. 541-429. (692, 427, 839, 444)
classified-ad: ΠΩΛΩ εις Επανομή μ2 3.500. Τηλ. 522-790. (377, 418, 526, 434)
classified-ad: ΠΩΛΕΙΤΑΙ φροντιστήριο Μ.Ε. πλήρως εξοπλισμένο. Τηλ. 839-863. (534, 568, 683, 585)
classified-ad: ΕΝΟΙΚΙΑΖΕΤΑΙ βιοτεχνικός χώρος 160 μ2. Τηλ. 413-041. (692, 171, 839, 188)
classified-ad: ΠΩΛΕΙΤΑΙ Ford Escort Κων/πόλεως 144. (1158, 144, 1230, 159)
classified-ad: ΣΤΗΝ Νέα Καλλικράτεια πωλείται οικόπεδο 315 μ2 εντός σχεδίου. Τηλ. 276-158. (219, 601, 368, 626)
classified-ad: DATSUN Cherry 1200 σε άριστη κατάσταση. Τηλ. 536-403. (1004, 672, 1151, 689)
classified-ad: ΕΝΟΙΚΙΑΖΕΤΑΙ φωτεινό γραφείο 160 μ2 στο κέντρο. Τηλ. 413-041. (692, 152, 839, 169)
classified-ad: ΠΩΛΩ εις Καλαμαριά μ2 1.100 αρτιο-οικόπεδο. Τηλ. 522-790. (377, 381, 526, 398)
classified-ad: ΠΩΛΟΥΝΤΑΙ στο Καλαμαριά μ2 500 (450.000). Τηλ. 522-790. (377, 327, 526, 343)
classified-ad: ΓΙΑ την στελέχωση νέου εμπορικού καταστήματος ζητούνται πωλήτριες. Τηλ. 837-862. (692, 446, 839, 471)
classified-ad: ΖΗΤΟΥΝΤΑΙ 20 πεντέργαζες τηλεφωνήτριες. Τηλ. 536-294. (848, 189, 995, 205)
classified-ad: ΖΗΤΕΙΤΑΙ κοπέλα για μπουτίκ. Τηλ. 279-253. (1004, 318, 1151, 335)
